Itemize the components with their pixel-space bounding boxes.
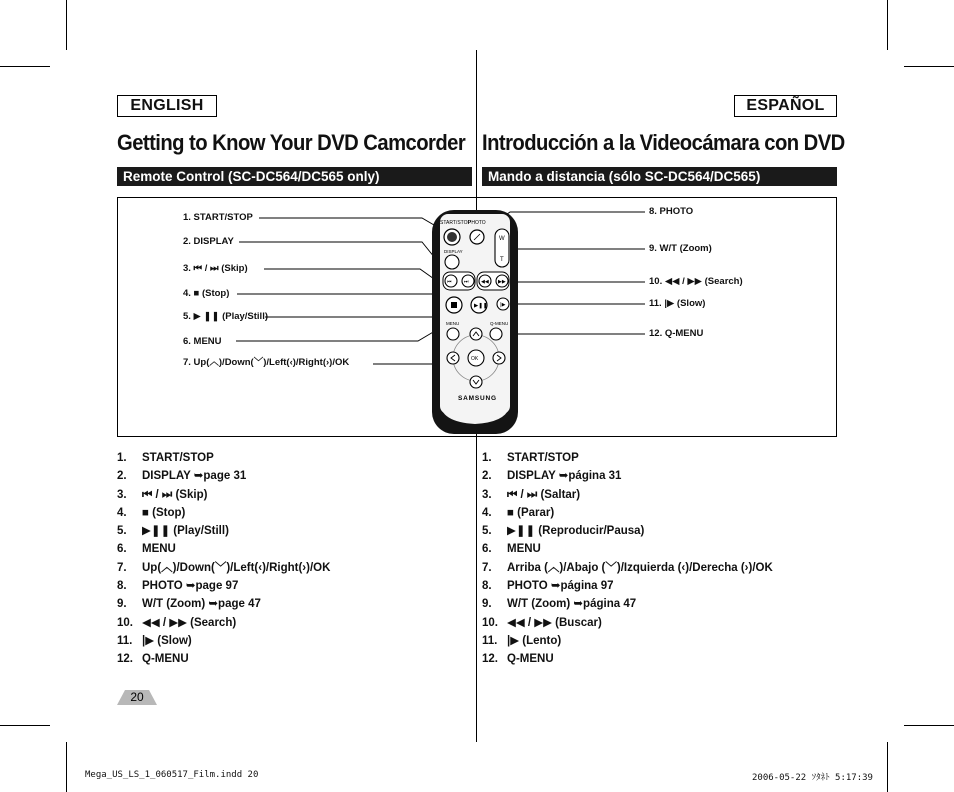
list-item: 8. PHOTO ➥page 97 <box>117 580 239 593</box>
list-item: 9. W/T (Zoom) ➥page 47 <box>117 598 261 611</box>
crop-mark <box>66 0 67 50</box>
list-item: 5. ▶❚❚ (Reproducir/Pausa) <box>482 525 645 538</box>
crop-mark <box>904 66 954 67</box>
list-item: 5. ▶❚❚ (Play/Still) <box>117 525 229 538</box>
button-list-english <box>117 450 467 670</box>
language-label-english: ENGLISH <box>117 95 217 117</box>
section-header-english: Remote Control (SC-DC564/DC565 only) <box>117 167 472 186</box>
list-item: 4. ■ (Parar) <box>482 506 555 519</box>
crop-mark <box>0 66 50 67</box>
page-title-english: Getting to Know Your DVD Camcorder <box>117 130 466 155</box>
diagram-label-play-still: 5. ▶ ❚❚ (Play/Still) <box>183 311 268 322</box>
list-item: 12. Q-MENU <box>482 653 554 666</box>
svg-text:◀◀: ◀◀ <box>481 279 489 285</box>
diagram-label-display: 2. DISPLAY <box>183 236 234 247</box>
remote-text-t: T <box>500 257 504 263</box>
list-item: 7. Arriba (︿)/Abajo (﹀)/Izquierda (‹)/Derecha (›)/OK <box>482 561 773 574</box>
diagram-label-menu: 6. MENU <box>183 336 222 347</box>
section-header-spanish: Mando a distancia (sólo SC-DC564/DC565) <box>482 167 837 186</box>
svg-text:▶▶: ▶▶ <box>498 279 506 285</box>
page-number: 20 <box>130 690 144 704</box>
list-item: 10. ◀◀ / ▶▶ (Search) <box>117 616 237 629</box>
remote-text-ok: OK <box>471 356 479 362</box>
svg-text:|▶: |▶ <box>500 302 506 308</box>
list-item: 11. |▶ (Lento) <box>482 634 562 647</box>
list-item: 1. START/STOP <box>482 452 579 464</box>
list-item: 4. ■ (Stop) <box>117 506 186 519</box>
language-label-spanish: ESPAÑOL <box>734 95 837 117</box>
diagram-label-stop: 4. ■ (Stop) <box>183 288 230 299</box>
remote-control-diagram <box>117 197 837 437</box>
remote-text-display: DISPLAY <box>444 249 463 254</box>
page-title-spanish: Introducción a la Videocámara con DVD <box>482 130 845 155</box>
list-item: 2. DISPLAY ➥page 31 <box>117 470 247 483</box>
list-item: 7. Up(︿)/Down(﹀)/Left(‹)/Right(›)/OK <box>117 561 331 574</box>
list-item: 6. MENU <box>117 543 176 556</box>
remote-text-w: W <box>499 236 505 242</box>
remote-text-photo: PHOTO <box>468 220 486 226</box>
diagram-label-start-stop: 1. START/STOP <box>183 212 253 223</box>
remote-brand-logo: SAMSUNG <box>458 395 497 402</box>
diagram-label-search: 10. ◀◀ / ▶▶ (Search) <box>649 276 743 287</box>
list-item: 10. ◀◀ / ▶▶ (Buscar) <box>482 616 602 629</box>
remote-text-qmenu: Q-MENU <box>490 321 509 326</box>
diagram-label-zoom: 9. W/T (Zoom) <box>649 243 712 254</box>
list-item: 3. ⏮ / ⏭ (Saltar) <box>482 488 581 501</box>
diagram-label-slow: 11. |▶ (Slow) <box>649 298 706 309</box>
page-number-badge <box>117 689 157 705</box>
list-item: 9. W/T (Zoom) ➥página 47 <box>482 598 637 611</box>
list-item: 11. |▶ (Slow) <box>117 634 192 647</box>
svg-text:▶❚❚: ▶❚❚ <box>474 303 488 309</box>
crop-mark <box>887 0 888 50</box>
remote-text-start-stop: START/STOP <box>440 220 471 226</box>
diagram-label-skip: 3. ⏮ / ⏭ (Skip) <box>183 263 248 274</box>
diagram-label-qmenu: 12. Q-MENU <box>649 328 704 339</box>
button-list-spanish <box>482 450 837 670</box>
list-item: 6. MENU <box>482 543 541 556</box>
diagram-label-photo: 8. PHOTO <box>649 206 694 217</box>
crop-mark <box>904 725 954 726</box>
list-item: 8. PHOTO ➥página 97 <box>482 580 614 593</box>
remote-control-illustration <box>118 198 836 436</box>
crop-mark <box>66 742 67 792</box>
diagram-label-direction: 7. Up(︿)/Down(﹀)/Left(‹)/Right(›)/OK <box>183 357 350 368</box>
list-item: 1. START/STOP <box>117 452 214 464</box>
footer-filename: Mega_US_LS_1_060517_Film.indd 20 <box>85 770 259 780</box>
list-item: 2. DISPLAY ➥página 31 <box>482 470 622 483</box>
footer-timestamp: 2006-05-22 ｿﾀﾈﾄ 5:17:39 <box>752 773 873 783</box>
remote-text-menu: MENU <box>446 321 460 326</box>
list-item: 12. Q-MENU <box>117 653 189 666</box>
list-item: 3. ⏮ / ⏭ (Skip) <box>117 488 208 501</box>
svg-text:⏮: ⏮ <box>447 279 452 285</box>
crop-mark <box>0 725 50 726</box>
crop-mark <box>887 742 888 792</box>
svg-text:⏭: ⏭ <box>464 279 469 285</box>
